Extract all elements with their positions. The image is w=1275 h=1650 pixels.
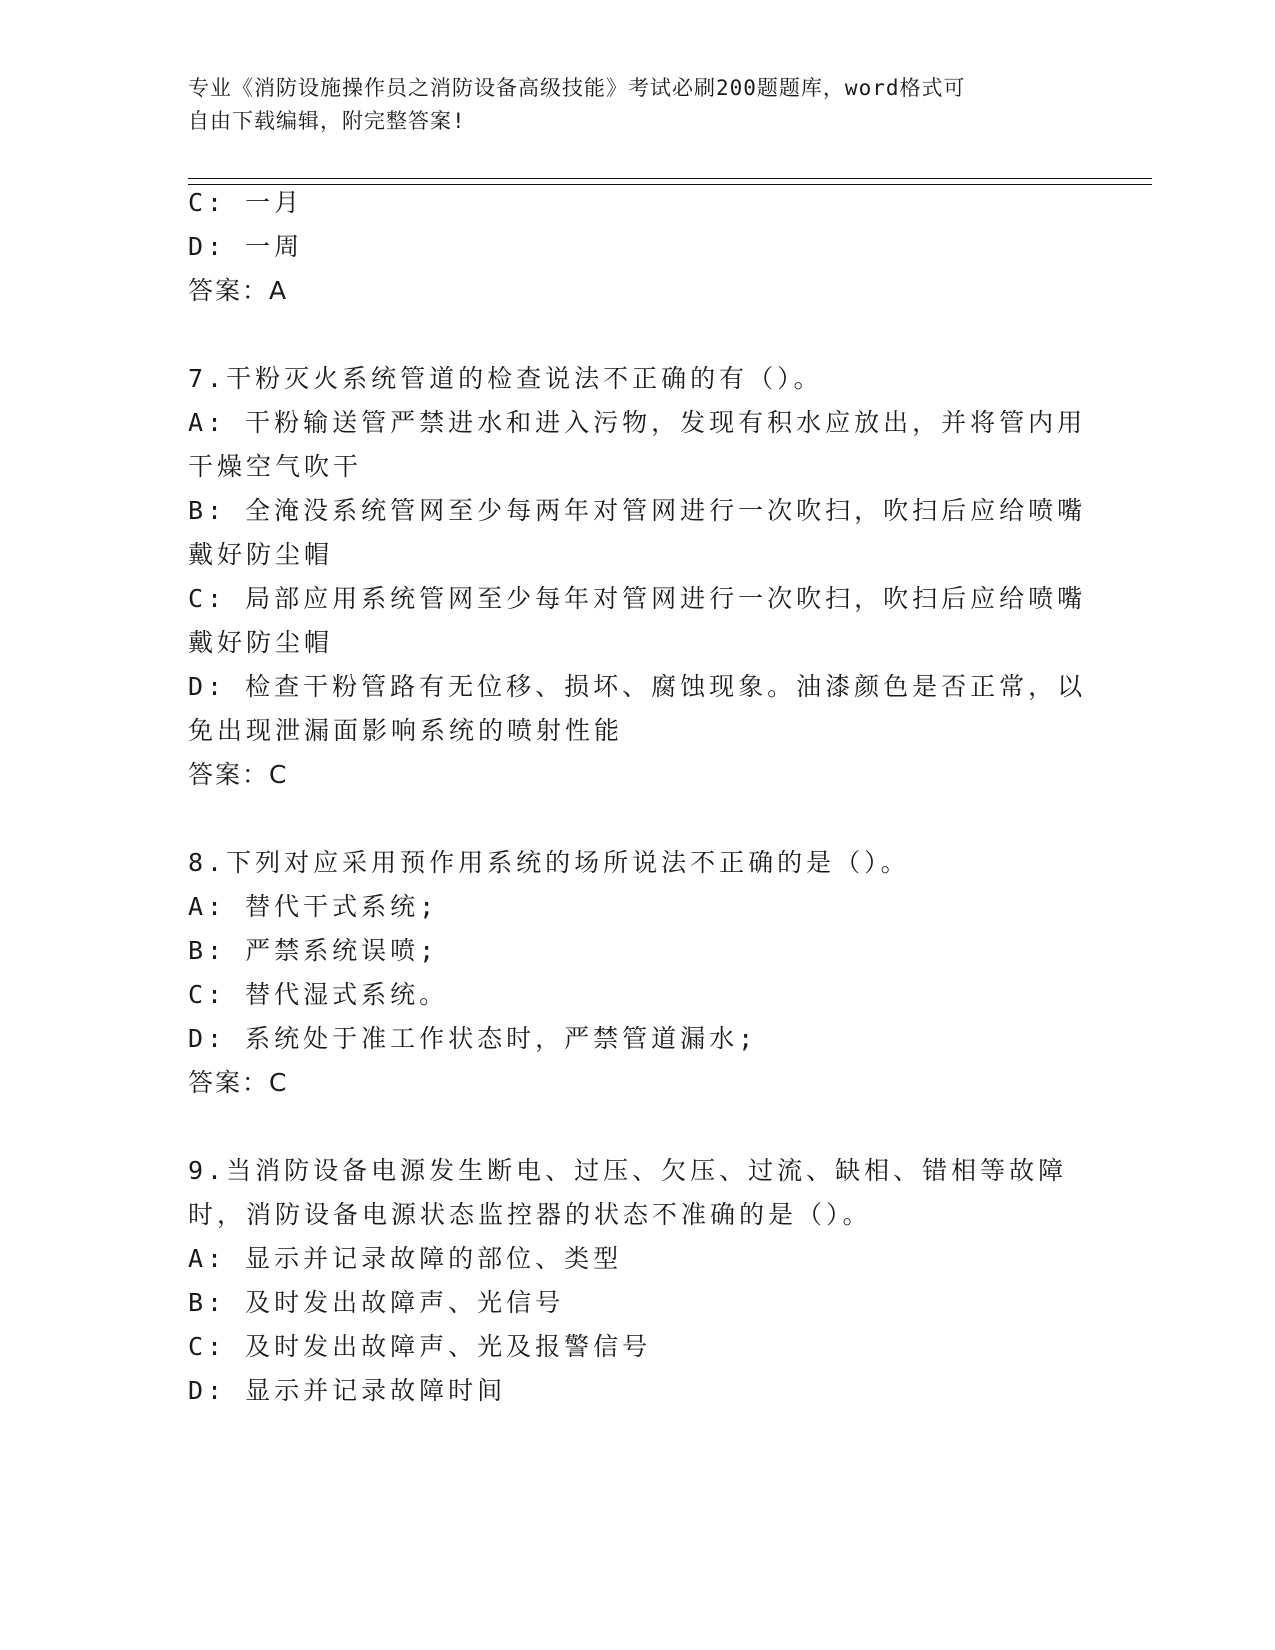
q8-answer: 答案：C [188,1068,289,1097]
question-9: 9.当消防设备电源发生断电、过压、欠压、过流、缺相、错相等故障 [188,1156,1068,1185]
question-9-cont: 时，消防设备电源状态监控器的状态不准确的是（）。 [188,1200,872,1229]
q7-option-c: C: 局部应用系统管网至少每年对管网进行一次吹扫，吹扫后应给喷嘴 [188,584,1087,613]
q7-option-a: A: 干粉输送管严禁进水和进入污物，发现有积水应放出，并将管内用 [188,408,1087,437]
q7-answer: 答案：C [188,760,289,789]
q7-option-d: D: 检查干粉管路有无位移、损坏、腐蚀现象。油漆颜色是否正常，以 [188,672,1087,701]
q7-option-a-cont: 干燥空气吹干 [188,452,363,481]
q7-option-b-cont: 戴好防尘帽 [188,540,334,569]
document-header [188,72,1068,138]
header-divider-bottom [188,184,1152,185]
q9-option-d: D: 显示并记录故障时间 [188,1376,507,1405]
q7-option-d-cont: 免出现泄漏面影响系统的喷射性能 [188,716,624,745]
q7-option-b: B: 全淹没系统管网至少每两年对管网进行一次吹扫，吹扫后应给喷嘴 [188,496,1087,525]
q8-option-d: D: 系统处于准工作状态时，严禁管道漏水; [188,1024,758,1053]
q8-option-a: A: 替代干式系统; [188,892,439,921]
option-c: C: 一月 [188,188,304,217]
q8-option-c: C: 替代湿式系统。 [188,980,449,1009]
header-line-2: 自由下载编辑，附完整答案! [188,109,466,133]
q7-option-c-cont: 戴好防尘帽 [188,628,334,657]
q8-option-b: B: 严禁系统误喷; [188,936,439,965]
header-divider-top [188,178,1152,179]
option-d: D: 一周 [188,232,304,261]
q9-option-b: B: 及时发出故障声、光信号 [188,1288,565,1317]
question-7: 7.干粉灭火系统管道的检查说法不正确的有（）。 [188,364,823,393]
q9-option-c: C: 及时发出故障声、光及报警信号 [188,1332,652,1361]
question-8: 8.下列对应采用预作用系统的场所说法不正确的是（）。 [188,848,910,877]
header-line-1: 专业《消防设施操作员之消防设备高级技能》考试必刷200题题库，word格式可 [188,76,966,100]
answer-line: 答案：A [188,276,289,305]
q9-option-a: A: 显示并记录故障的部位、类型 [188,1244,623,1273]
